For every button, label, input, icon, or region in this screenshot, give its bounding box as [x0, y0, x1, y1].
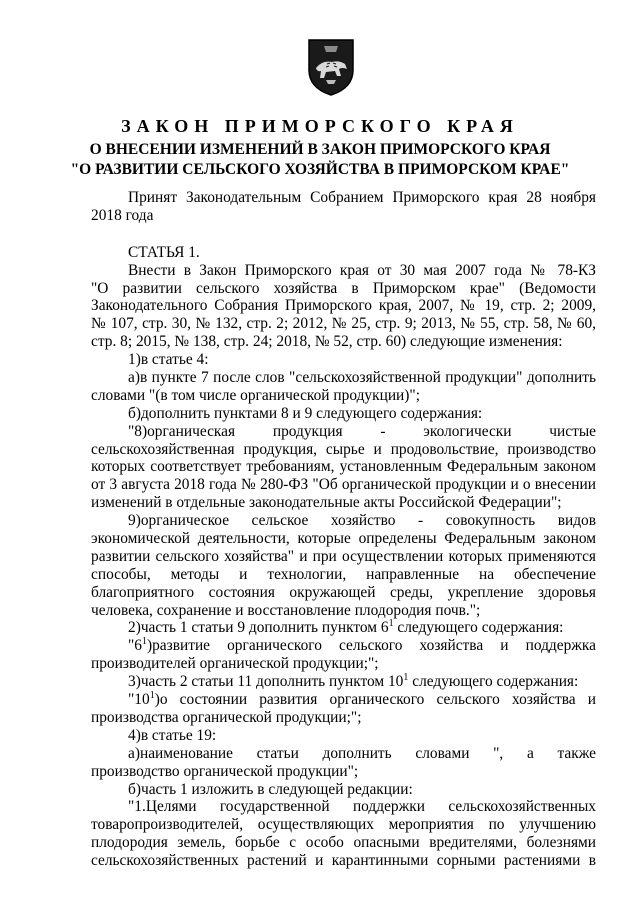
law-subtitle-line-1: О ВНЕСЕНИИ ИЗМЕНЕНИЙ В ЗАКОН ПРИМОРСКОГО КРАЯ — [89, 141, 551, 158]
line-text: 2)часть 1 статьи 9 дополнить пунктом 6 — [128, 619, 389, 637]
paragraph-line: которых соответствует требованиям, установленным Федеральным законом — [91, 458, 596, 476]
line-text: )развитие органического сельского хозяйства и поддержка — [146, 637, 596, 655]
superscript: 1 — [141, 637, 147, 648]
paragraph-line: производства органической продукции;"; — [91, 708, 362, 726]
paragraph-line: "1.Целями государственной поддержки сельскохозяйственных — [128, 798, 596, 816]
paragraph-line: 1)в статье 4: — [128, 351, 209, 369]
paragraph-line: человека, сохранение и восстановление плодородия почв."; — [91, 601, 481, 619]
paragraph-line — [91, 673, 596, 691]
line-text: "10 — [128, 691, 150, 709]
line-text: следующего содержания: — [408, 673, 579, 691]
line-text: следующего содержания: — [393, 619, 564, 637]
adopted-line: Принят Законодательным Собранием Приморского края 28 ноября — [128, 189, 596, 206]
paragraph-line: производство органической продукции"; — [91, 762, 359, 780]
paragraph-line: словами "(в том числе органической продукции)"; — [91, 386, 420, 404]
paragraph-line: 4)в статье 19: — [128, 726, 217, 744]
paragraph-line: изменений в отдельные законодательные акты Российской Федерации"; — [91, 494, 562, 512]
paragraph-line — [91, 691, 596, 709]
superscript: 1 — [403, 672, 409, 684]
paragraph-line: сельскохозяйственных растений и карантинными сорными растениями в — [91, 852, 596, 870]
line-text: "6 — [128, 637, 142, 655]
paragraph-line: № 107, стр. 30, № 132, стр. 2; 2012, № 25, стр. 9; 2013, № 55, стр. 58, № 60, — [91, 315, 596, 333]
paragraph-line: стр. 8; 2015, № 138, стр. 24; 2018, № 52, стр. 60) следующие изменения: — [91, 333, 563, 351]
paragraph-line: б)часть 1 изложить в следующей редакции: — [128, 780, 413, 798]
paragraph-line: "8)органическая продукция - экологически чистые — [128, 422, 596, 440]
law-title: ЗАКОН ПРИМОРСКОГО КРАЯ — [121, 116, 519, 136]
paragraph-line — [91, 619, 596, 637]
article-heading: СТАТЬЯ 1. — [128, 243, 200, 261]
paragraph-line: благоприятного состояния окружающей среды, укрепление здоровья — [91, 583, 596, 601]
paragraph-line: Законодательного Собрания Приморского края, 2007, № 19, стр. 2; 2009, — [91, 297, 596, 315]
paragraph-line: 9)органическое сельское хозяйство - совокупность видов — [128, 512, 596, 530]
primorsky-krai-coat-of-arms-icon — [306, 38, 356, 96]
line-text: )о состоянии развития органического сельского хозяйства и — [154, 691, 596, 709]
paragraph-line: способы, методы и технологии, направленные на обеспечение — [91, 565, 596, 583]
paragraph-line: от 3 августа 2018 года № 280-ФЗ "Об органической продукции и о внесении — [91, 476, 596, 494]
paragraph-line: а)наименование статьи дополнить словами ", а также — [128, 744, 596, 762]
document-body — [91, 189, 596, 870]
paragraph-line: товаропроизводителей, осуществляющих мероприятия по улучшению — [91, 816, 596, 834]
paragraph-line: а)в пункте 7 после слов "сельскохозяйственной продукции" дополнить — [128, 369, 596, 387]
paragraph-line: плодородия земель, борьбе с особо опасными вредителями, болезнями — [91, 834, 596, 852]
paragraph-line — [91, 637, 596, 655]
superscript: 1 — [149, 691, 155, 702]
adopted-line: 2018 года — [91, 206, 154, 224]
paragraph-line: экономической деятельности, которые определены Федеральным законом — [91, 530, 596, 548]
paragraph-line: производителей органической продукции;"; — [91, 655, 379, 673]
paragraph-line: сельскохозяйственная продукция, сырье и продовольствие, производство — [91, 440, 596, 458]
line-text: 3)часть 2 статьи 11 дополнить пунктом 10 — [128, 673, 404, 691]
paragraph-line: развитии сельского хозяйства" и при осуществлении которых применяются — [91, 547, 596, 565]
paragraph-line: "О развитии сельского хозяйства в Приморском крае" (Ведомости — [91, 279, 596, 297]
law-subtitle-line-2: "О РАЗВИТИИ СЕЛЬСКОГО ХОЗЯЙСТВА В ПРИМОРСКОМ КРАЕ" — [70, 161, 570, 178]
paragraph-line: Внести в Закон Приморского края от 30 мая 2007 года № 78-КЗ — [128, 261, 596, 279]
paragraph-line: б)дополнить пунктами 8 и 9 следующего содержания: — [128, 404, 483, 422]
superscript: 1 — [388, 618, 394, 630]
